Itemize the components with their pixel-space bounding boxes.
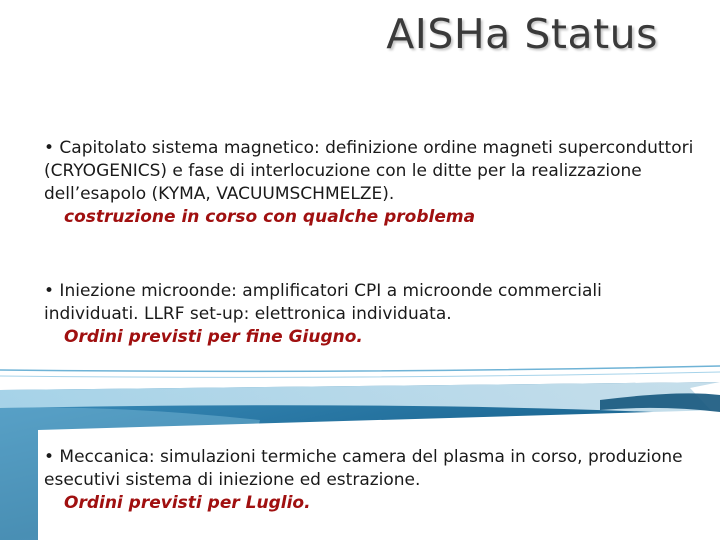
bullet-item — [44, 446, 694, 515]
bullet-item — [44, 137, 694, 229]
slide-title: AISHa Status — [386, 10, 658, 58]
bullet-item — [44, 280, 694, 349]
bullet-text: • Capitolato sistema magnetico: definizione ordine magneti superconduttori (CRYOGENICS) e fase di interlocuzione con le ditte per la realizzazione dell’esapolo (KYMA, VACUUMSCHMELZE). — [44, 138, 694, 204]
bullet-note: Ordini previsti per fine Giugno. — [64, 327, 363, 347]
bullet-note: costruzione in corso con qualche problema — [64, 207, 476, 227]
bullet-note: Ordini previsti per Luglio. — [64, 493, 311, 513]
bullet-text: • Iniezione microonde: amplificatori CPI a microonde commerciali individuati. LLRF set-up: elettronica individuata. — [44, 281, 602, 324]
bullet-text: • Meccanica: simulazioni termiche camera del plasma in corso, produzione esecutivi sistema di iniezione ed estrazione. — [44, 447, 683, 490]
